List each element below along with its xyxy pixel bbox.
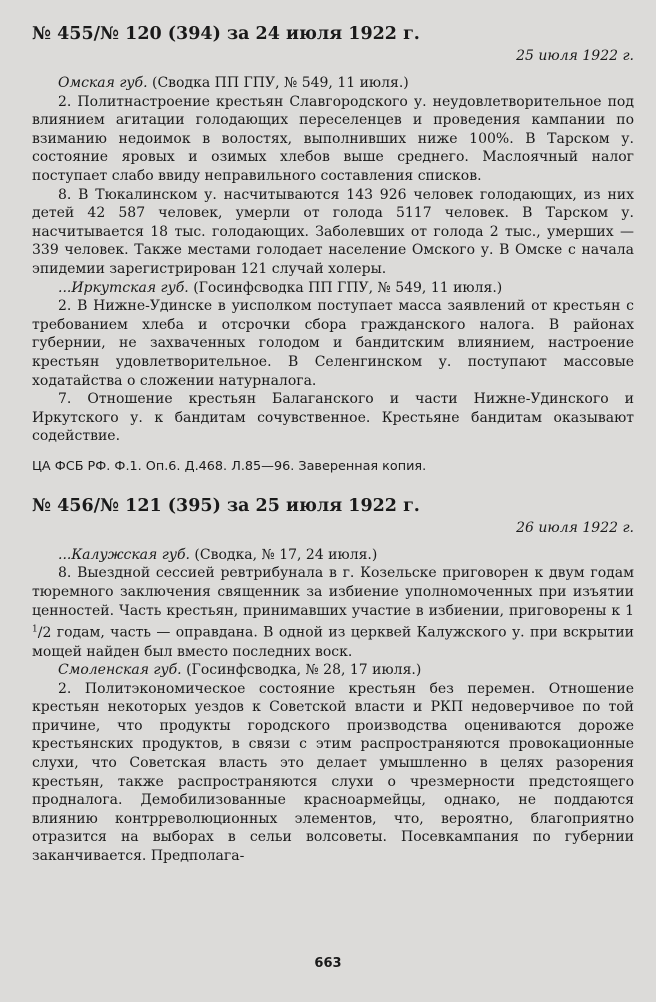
- gub-name-kaluga: ...Калужская губ.: [58, 546, 190, 563]
- paragraph-text: 8. Выездной сессией ревтрибунала в г. Козельске приговорен к двум годам тюремного заключения священник за избиение уполномоченных при изъятии ценностей. Часть крестьян, принимавших участие в избиении, приговорены к 1: [32, 565, 634, 619]
- doc2-date: 26 июля 1922 г.: [516, 519, 634, 536]
- paragraph: 2. В Нижне-Удинске в уисполком поступает масса заявлений от крестьян с требованием хлеба и отсрочки сбора гражданского налога. В районах губернии, не захваченных голодом и бандитским влиянием, настроение крестьян удовлетворительное. В Селенгинском у. поступают массовые ходатайства о сложении натурналога.: [32, 298, 634, 389]
- section-heading-smolensk: [32, 661, 634, 680]
- fraction-numerator: 1: [32, 624, 38, 635]
- section-source-irkutsk: (Госинфсводка ПП ГПУ, № 549, 11 июля.): [188, 279, 503, 296]
- doc1-title: № 455/№ 120 (394) за 24 июля 1922 г.: [32, 24, 420, 44]
- section-heading-omsk: [32, 74, 634, 93]
- gub-name-smolensk: Смоленская губ.: [58, 662, 182, 679]
- section-heading-irkutsk: [32, 279, 634, 298]
- archive-reference: ЦА ФСБ РФ. Ф.1. Оп.6. Д.468. Л.85—96. Заверенная копия.: [32, 458, 427, 474]
- doc2-title: № 456/№ 121 (395) за 25 июля 1922 г.: [32, 495, 420, 516]
- gub-name-omsk: Омская губ.: [58, 75, 148, 91]
- section-source-omsk: (Сводка ПП ГПУ, № 549, 11 июля.): [147, 75, 409, 91]
- paragraph: 8. В Тюкалинском у. насчитываются 143 926 человек голодающих, из них детей 42 587 человек, умерли от голода 5117 человек. В Тарском у. насчитывается 18 тыс. голодающих. Заболевших от голода 2 тыс., умерших — 339 человек. Также местами голодает население Омского у. В Омске с начала эпидемии зарегистрирован 121 случай холеры.: [32, 186, 634, 277]
- gub-name-irkutsk: ...Иркутская губ.: [58, 279, 189, 296]
- paragraph: 7. Отношение крестьян Балаганского и части Нижне-Удинского и Иркутского у. к бандитам сочувственное. Крестьяне бандитам оказывают содействие.: [32, 391, 634, 445]
- paragraph: 2. Политэкономическое состояние крестьян без перемен. Отношение крестьян некоторых уездов к Советской власти и РКП недоверчивое по той причине, что продукты городского производства оцениваются дороже крестьянских продуктов, в связи с этим распространяются провокационные слухи, что Советская власть это делает умышленно в целях разорения крестьян, также распространяются слухи о чрезмерности предстоящего продналога. Демобилизованные красноармейцы, однако, не поддаются влиянию контрреволюционных элементов, что, вероятно, благоприятно отразится на выборах в сельи волсоветы. Посевкампания по губернии заканчивается. Предполага-: [32, 680, 634, 865]
- paragraph-text: годам, часть — оправдана. В одной из церквей Калужского у. при вскрытии мощей найден был вместо последних воск.: [32, 624, 634, 660]
- section-source-smolensk: (Госинфсводка, № 28, 17 июля.): [181, 662, 422, 679]
- section-heading-kaluga: [32, 546, 634, 565]
- paragraph: 2. Политнастроение крестьян Славгородского у. неудовлетворительное под влиянием агитации голодающих переселенцев и проведения кампании по взиманию недоимок в волостях, выполнивших ниже 100%. В Тарском у. состояние яровых и озимых хлебов выше среднего. Маслоячный налог поступает слабо ввиду неправильного составления списков.: [32, 93, 634, 184]
- fraction-denominator: /2: [37, 624, 52, 641]
- section-source-kaluga: (Сводка, № 17, 24 июля.): [189, 546, 378, 563]
- page-number: 663: [314, 956, 342, 971]
- paragraph-kaluga: [32, 564, 634, 661]
- doc1-date: 25 июля 1922 г.: [516, 48, 634, 64]
- fraction-one-half: [32, 625, 51, 641]
